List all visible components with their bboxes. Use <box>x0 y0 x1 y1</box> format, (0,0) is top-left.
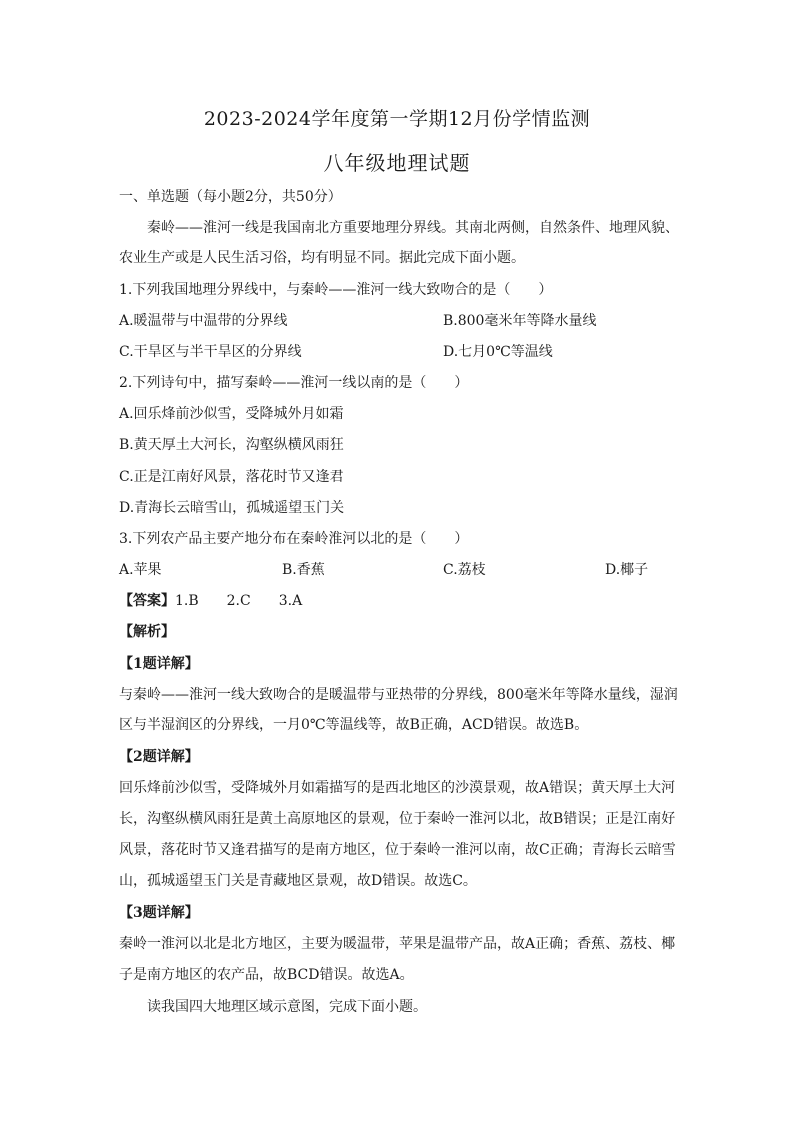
detail-line: 区与半湿润区的分界线，一月0℃等温线等，故B正确，ACD错误。故选B。 <box>119 717 589 733</box>
detail-line: 子是南方地区的农产品，故BCD错误。故选A。 <box>119 967 414 983</box>
detail-line: 回乐烽前沙似雪，受降城外月如霜描写的是西北地区的沙漠景观，故A错误；黄天厚土大河 <box>119 780 676 796</box>
detail-label-3: 【3题详解】 <box>119 905 199 921</box>
passage-line: 读我国四大地理区域示意图，完成下面小题。 <box>147 999 427 1015</box>
passage-line: 秦岭——淮河一线是我国南北方重要地理分界线。其南北两侧，自然条件、地理风貌、 <box>147 220 679 236</box>
exam-subtitle: 八年级地理试题 <box>323 151 471 175</box>
option-c: C.正是江南好风景，落花时节又逢君 <box>119 469 344 485</box>
exam-title: 2023-2024学年度第一学期12月份学情监测 <box>203 108 591 130</box>
passage-line: 农业生产或是人民生活习俗，均有明显不同。据此完成下面小题。 <box>119 250 525 266</box>
detail-line: 与秦岭——淮河一线大致吻合的是暖温带与亚热带的分界线，800毫米年等降水量线，湿润 <box>119 687 678 703</box>
question-stem: 2.下列诗句中，描写秦岭——淮河一线以南的是（ ） <box>119 375 469 391</box>
option-d: D.椰子 <box>605 562 649 578</box>
detail-line: 秦岭一淮河以北是北方地区，主要为暖温带，苹果是温带产品，故A正确；香蕉、荔枝、椰 <box>119 936 676 952</box>
answer-text: 1.B 2.C 3.A <box>175 593 303 609</box>
detail-line: 风景，落花时节又逢君描写的是南方地区，位于秦岭一淮河以南，故C正确；青海长云暗雪 <box>119 842 676 858</box>
option-a: A.回乐烽前沙似雪，受降城外月如霜 <box>119 406 344 422</box>
option-a: A.暖温带与中温带的分界线 <box>119 313 288 329</box>
detail-line: 长，沟壑纵横风雨狂是黄土高原地区的景观，位于秦岭一淮河以北，故B错误；正是江南好 <box>119 811 676 827</box>
option-c: C.荔枝 <box>443 562 486 578</box>
question-stem: 3.下列农产品主要产地分布在秦岭淮河以北的是（ ） <box>119 531 469 547</box>
option-b: B.香蕉 <box>282 562 325 578</box>
option-a: A.苹果 <box>119 562 162 578</box>
detail-label-2: 【2题详解】 <box>119 749 199 765</box>
option-d: D.青海长云暗雪山，孤城遥望玉门关 <box>119 500 345 516</box>
analysis-label: 【解析】 <box>119 624 175 640</box>
answer-row <box>119 591 302 611</box>
option-d: D.七月0℃等温线 <box>443 344 553 360</box>
section-heading: 一、单选题（每小题2分，共50分） <box>119 189 342 205</box>
option-c: C.干旱区与半干旱区的分界线 <box>119 344 302 360</box>
option-b: B.800毫米年等降水量线 <box>443 313 597 329</box>
detail-line: 山，孤城遥望玉门关是青藏地区景观，故D错误。故选C。 <box>119 873 477 889</box>
question-stem: 1.下列我国地理分界线中，与秦岭——淮河一线大致吻合的是（ ） <box>119 282 553 298</box>
answer-label: 【答案】 <box>119 593 175 609</box>
detail-label-1: 【1题详解】 <box>119 656 199 672</box>
option-b: B.黄天厚土大河长，沟壑纵横风雨狂 <box>119 437 344 453</box>
